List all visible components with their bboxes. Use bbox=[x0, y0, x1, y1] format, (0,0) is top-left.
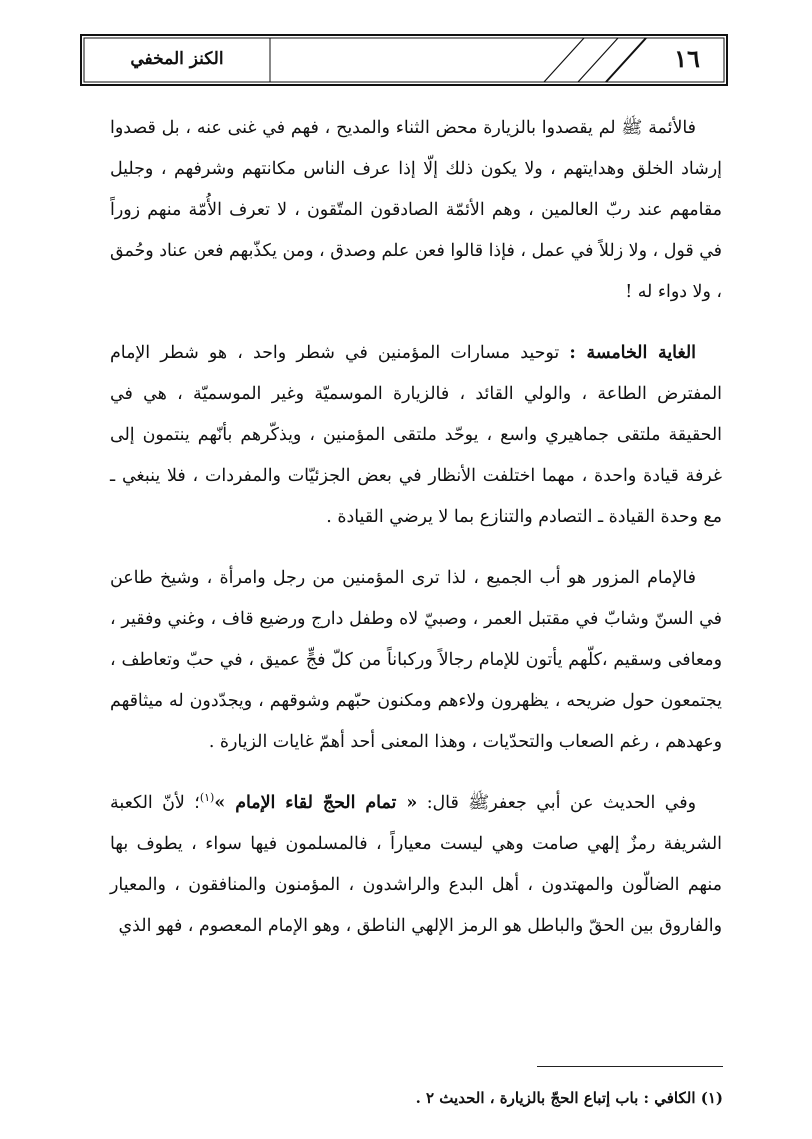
footnote-reference[interactable]: (١) bbox=[199, 791, 215, 805]
page-number: ١٦ bbox=[674, 44, 700, 73]
paragraph-1: فالأئمة ﷺ لم يقصدوا بالزيارة محض الثناء والمديح ، فهم في غنى عنه ، بل قصدوا إرشاد الخلق وهدايتهم ، ولا يكون ذلك إلّا إذا عرف الناس مكانتهم وشرفهم ، وجليل مقامهم عند ربّ العالمين ، وهم الأئمّة الصادقون المتّقون ، لا تعرف الأُمّة منهم زوراً في قول ، ولا زللاً في عمل ، فإذا قالوا فعن علم وصدق ، ومن يكذّبهم فعن عناد وحُمق ، ولا دواء له ! bbox=[110, 118, 722, 302]
paragraph-3: فالإمام المزور هو أب الجميع ، لذا ترى المؤمنين من رجل وامرأة ، وشيخ طاعن في السنّ وشابّ في مقتبل العمر ، وصبيّ لاه وطفل دارج ورضيع قاف ، وغني وفقير ، ومعافى وسقيم ،كلّهم يأتون للإمام رجالاً وركباناً من كلّ فجٍّ عميق ، في حبّ وتعاطف ، يجتمعون حول ضريحه ، يظهرون ولاءهم ومكنون حبّهم وشوقهم ، ويجدّدون له ميثاقهم وعهدهم ، رغم الصعاب والتحدّيات ، وهذا المعنى أحد أهمّ غايات الزيارة . bbox=[110, 568, 722, 752]
paragraph-4-text: ؛ لأنّ الكعبة الشريفة رمزٌ إلهي صامت وهي ليست معياراً ، فالمسلمون فيها سواء ، يطوف بها منهم الضالّون والمهتدون ، أهل البدع والراشدون ، المؤمنون والمنافقون ، والمعيار والفاروق بين الحقّ والباطل هو الرمز الإلهي الناطق ، وهو الإمام المعصوم ، فهو الذي bbox=[110, 793, 722, 936]
hadith-quote: « تمام الحجّ لقاء الإمام » bbox=[214, 793, 418, 813]
paragraph-2-text: توحيد مسارات المؤمنين في شطر واحد ، هو شطر الإمام المفترض الطاعة ، والولي القائد ، فالزيارة الموسميّة وغير الموسميّة ، هي في الحقيقة ملتقى جماهيري واسع ، يوحّد ملتقى المؤمنين ، ويذكّرهم بأنّهم ينتمون إلى غرفة قيادة واحدة ، مهما اختلفت الأنظار في بعض الجزئيّات والمفردات ، فلا ينبغي ـ مع وحدة القيادة ـ التصادم والتنازع بما لا يرضي القيادة . bbox=[110, 343, 722, 527]
footnote-separator bbox=[537, 1066, 723, 1067]
section-heading: الغاية الخامسة : bbox=[569, 343, 696, 363]
book-title: الكنز المخفي bbox=[130, 49, 224, 69]
paragraph-4 bbox=[110, 783, 722, 947]
paragraph-2 bbox=[110, 333, 722, 538]
paragraph-4-intro: وفي الحديث عن أبي جعفرﷺ قال: bbox=[417, 793, 696, 813]
page-header bbox=[80, 34, 728, 86]
page-body bbox=[110, 108, 722, 947]
footnote: (١) الكافي : باب إتباع الحجّ بالزيارة ، الحديث ٢ . bbox=[415, 1089, 723, 1107]
